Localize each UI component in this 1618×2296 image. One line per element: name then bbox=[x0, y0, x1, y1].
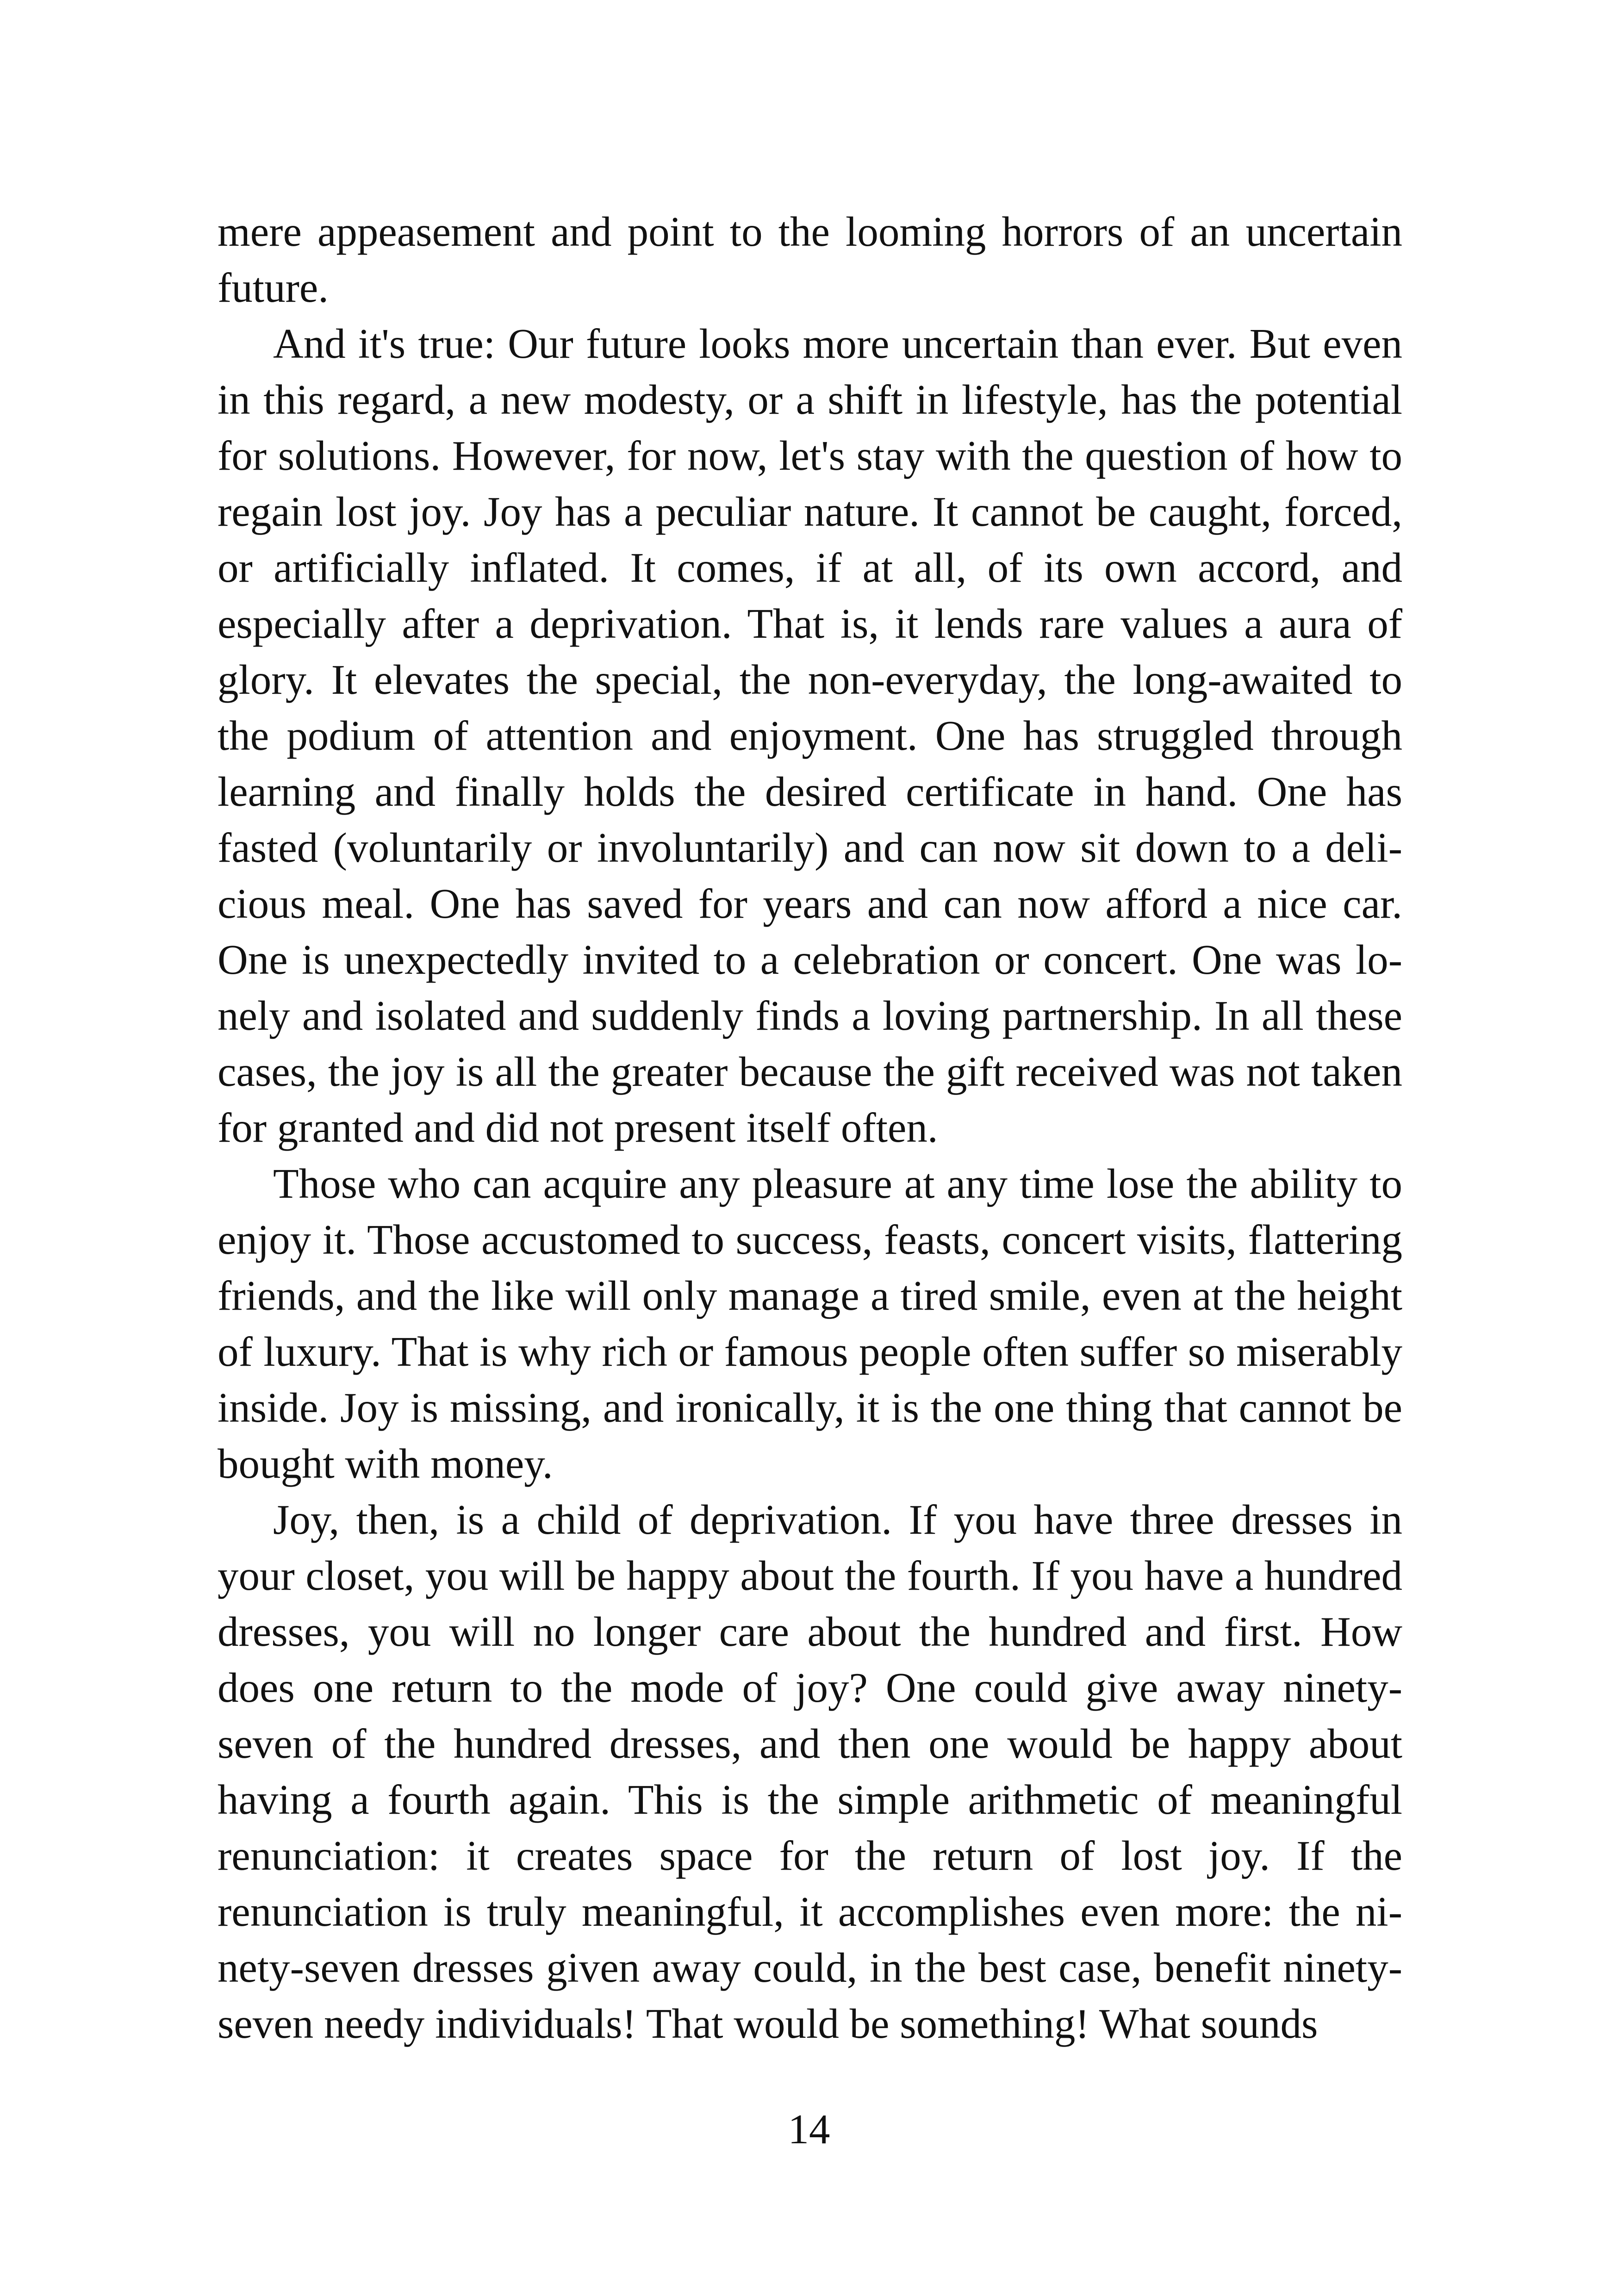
body-text bbox=[218, 204, 1402, 2052]
paragraph: Joy, then, is a child of deprivation. If you have three dresses in your closet, you will be happy about the fourth. If you have a hundred dresses, you will no longer care about the hundred and first. How does one return to the mode of joy? One could give away ninety-seven of the hundred dresses, and then one would be happy about having a fourth again. This is the simple arithmetic of meaningful renunciation: it creates space for the return of lost joy. If the renunciation is truly meaningful, it accomplishes even more: the ninety-seven dresses given away could, in the best case, benefit ninety-seven needy individuals! That would be something! What sounds bbox=[218, 1496, 1402, 2047]
paragraph: And it's true: Our future looks more uncertain than ever. But even in this regard, a new modesty, or a shift in lifestyle, has the potential for solutions. However, for now, let's stay with the question of how to regain lost joy. Joy has a peculiar nature. It cannot be caught, forced, or artificially inflated. It comes, if at all, of its own accord, and especially after a deprivation. That is, it lends rare values a aura of glory. It elevates the special, the non-everyday, the long-awaited to the podium of attention and enjoyment. One has struggled through learning and finally holds the desired certificate in hand. One has fasted (voluntarily or involuntarily) and can now sit down to a delicious meal. One has saved for years and can now afford a nice car. One is unexpectedly invited to a celebration or concert. One was lonely and isolated and suddenly finds a loving partnership. In all these cases, the joy is all the greater because the gift received was not taken for granted and did not present itself often. bbox=[218, 320, 1402, 1151]
paragraph: Those who can acquire any pleasure at any time lose the ability to enjoy it. Those accustomed to success, feasts, concert visits, flattering friends, and the like will only manage a tired smile, even at the height of luxury. That is why rich or famous people often suffer so miserably inside. Joy is missing, and ironically, it is the one thing that cannot be bought with money. bbox=[218, 1160, 1402, 1487]
paragraph-continuation: mere appeasement and point to the looming horrors of an uncertain future. bbox=[218, 208, 1402, 311]
page-number: 14 bbox=[788, 2106, 830, 2153]
